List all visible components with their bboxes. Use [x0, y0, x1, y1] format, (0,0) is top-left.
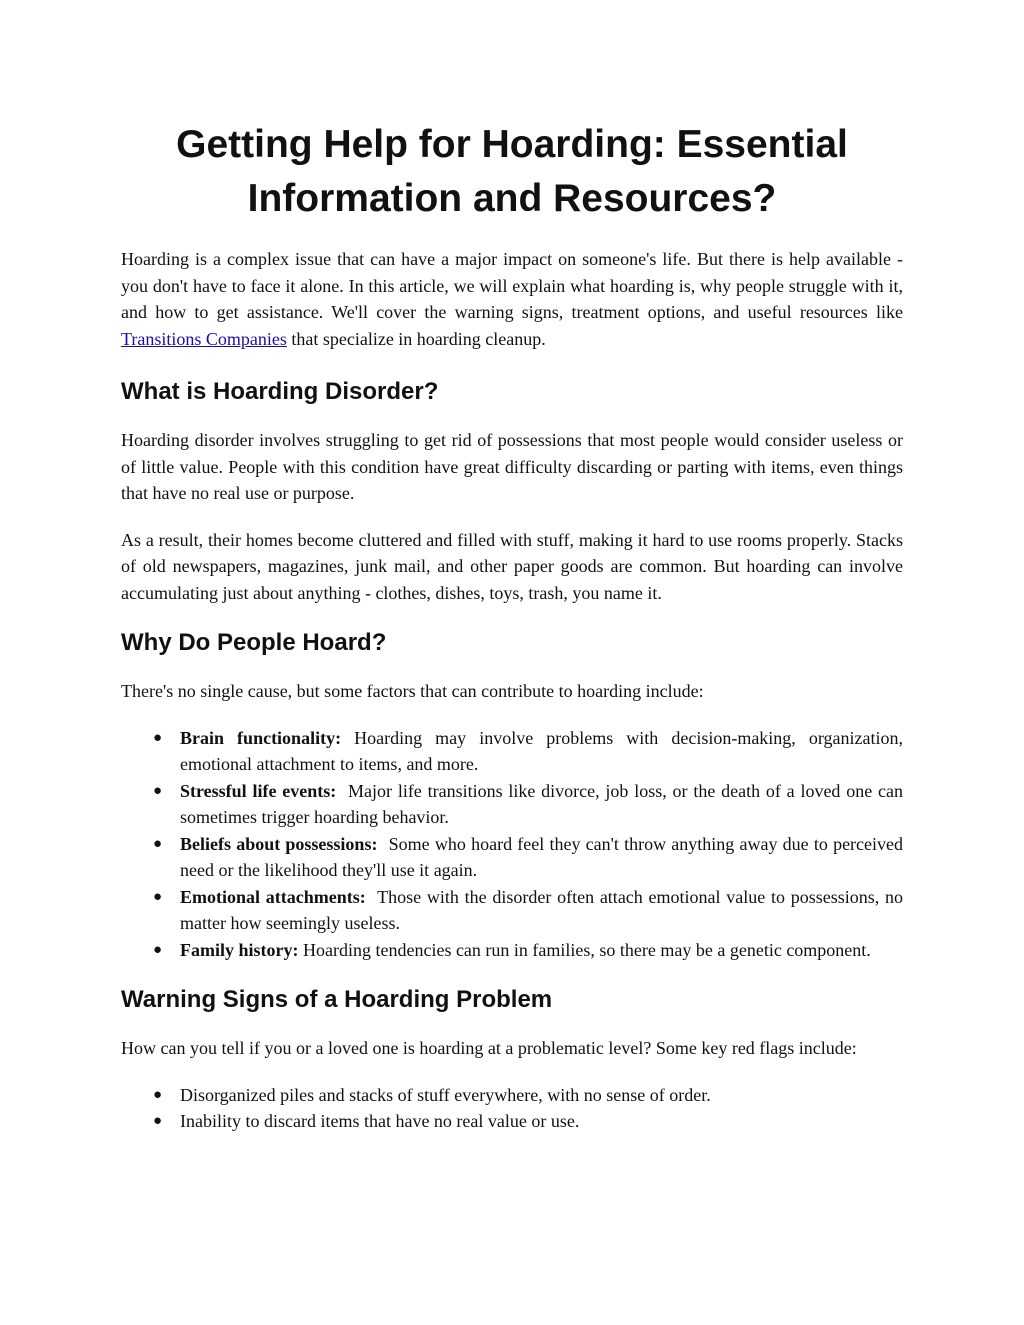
intro-paragraph [121, 246, 903, 352]
intro-text-before-link: Hoarding is a complex issue that can have a major impact on someone's life. But there is help available - you don't have to face it alone. In this article, we will explain what hoarding is, why people struggle with it, and how to get assistance. We'll cover the warning signs, treatment options, and useful resources like [121, 249, 903, 322]
causes-list [121, 725, 903, 964]
list-item [121, 937, 903, 964]
transitions-companies-link[interactable]: Transitions Companies [121, 328, 287, 349]
heading-what-is-hoarding: What is Hoarding Disorder? [121, 378, 439, 405]
why-intro-paragraph: There's no single cause, but some factors that can contribute to hoarding include: [121, 681, 704, 701]
page-title-line-2: Information and Resources? [247, 177, 777, 220]
list-item [121, 831, 903, 884]
bullet-icon: ● [153, 835, 163, 852]
list-item-term: Stressful life events: [180, 780, 337, 801]
bullet-icon: ● [153, 1113, 163, 1129]
document-page [121, 118, 903, 1157]
page-title [121, 118, 903, 226]
what-paragraph-1: Hoarding disorder involves struggling to get rid of possessions that most people would consider useless or of little value. People with this condition have great difficulty discarding or parting with items, even things that have no real use or purpose. [121, 430, 903, 503]
list-item-term: Beliefs about possessions: [180, 833, 378, 854]
list-item [121, 1082, 903, 1109]
bullet-icon: ● [153, 1086, 163, 1103]
list-item-text: Major life transitions like divorce, job loss, or the death of a loved one can sometimes trigger hoarding behavior. [180, 780, 903, 827]
list-item [121, 725, 903, 778]
list-item-text: Disorganized piles and stacks of stuff everywhere, with no sense of order. [180, 1084, 711, 1105]
list-item-text: Some who hoard feel they can't throw anything away due to perceived need or the likelihood they'll use it again. [180, 833, 904, 880]
list-item-text: Those with the disorder often attach emotional value to possessions, no matter how seemingly useless. [180, 886, 903, 933]
bullet-icon: ● [153, 888, 163, 905]
list-item-text: Hoarding may involve problems with decision-making, organization, emotional attachment to items, and more. [180, 727, 903, 774]
bullet-icon: ● [153, 941, 163, 958]
list-item-term: Brain functionality: [180, 727, 342, 748]
list-item [121, 1108, 903, 1135]
list-item-term: Emotional attachments: [180, 886, 366, 907]
list-item-text: Inability to discard items that have no real value or use. [180, 1111, 580, 1131]
list-item [121, 884, 903, 937]
bullet-icon: ● [153, 729, 163, 746]
list-item-text: Hoarding tendencies can run in families, so there may be a genetic component. [303, 939, 871, 960]
what-paragraph-2: As a result, their homes become cluttered and filled with stuff, making it hard to use rooms properly. Stacks of old newspapers, magazines, junk mail, and other paper goods are common. But hoarding can involve accumulating just about anything - clothes, dishes, toys, trash, you name it. [121, 529, 903, 603]
list-item [121, 778, 903, 831]
list-item-term: Family history: [180, 939, 299, 960]
intro-text-after-link: that specialize in hoarding cleanup. [286, 328, 546, 349]
warning-signs-list [121, 1082, 903, 1135]
page-title-line-1: Getting Help for Hoarding: Essential [176, 123, 848, 166]
heading-why-people-hoard: Why Do People Hoard? [121, 629, 387, 656]
heading-warning-signs: Warning Signs of a Hoarding Problem [121, 986, 553, 1013]
bullet-icon: ● [153, 782, 163, 799]
warning-intro-paragraph: How can you tell if you or a loved one is hoarding at a problematic level? Some key red flags include: [121, 1038, 857, 1058]
